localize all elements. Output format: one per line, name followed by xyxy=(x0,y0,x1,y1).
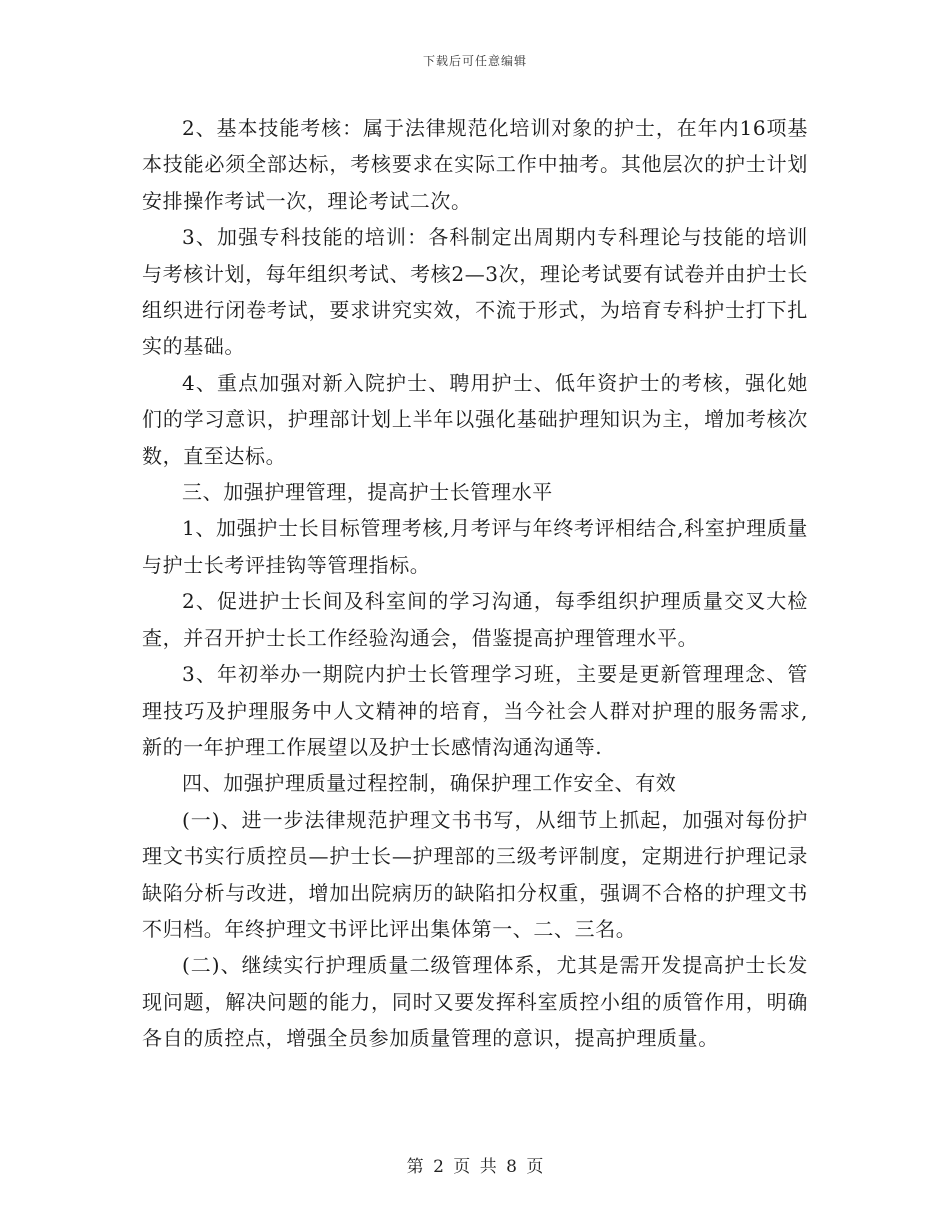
document-body xyxy=(142,110,808,1057)
paragraph-quality-management-system: (二)、继续实行护理质量二级管理体系，尤其是需开发提高护士长发现问题，解决问题的能力，同时又要发挥科室质控小组的质管作用，明确各自的质控点，增强全员参加质量管理的意识，提高护理质量。 xyxy=(142,953,808,1051)
paragraph-head-nurse-target-management: 1、加强护士长目标管理考核,月考评与年终考评相结合,科室护理质量与护士长考评挂钩等管理指标。 xyxy=(142,516,808,577)
paragraph-basic-skill-assessment: 2、基本技能考核：属于法律规范化培训对象的护士，在年内16项基本技能必须全部达标，考核要求在实际工作中抽考。其他层次的护士计划安排操作考试一次，理论考试二次。 xyxy=(142,116,808,213)
section-heading-nursing-management: 三、加强护理管理，提高护士长管理水平 xyxy=(182,480,553,505)
section-heading-quality-control: 四、加强护理质量过程控制，确保护理工作安全、有效 xyxy=(182,771,677,796)
paragraph-specialty-skill-training: 3、加强专科技能的培训：各科制定出周期内专科理论与技能的培训与考核计划，每年组织考试、考核2—3次，理论考试要有试卷并由护士长组织进行闭卷考试，要求讲究实效，不流于形式，为培育专科护士打下扎实的基础。 xyxy=(142,225,808,359)
page-header-note: 下载后可任意编辑 xyxy=(422,54,527,68)
paragraph-head-nurse-communication: 2、促进护士长间及科室间的学习沟通，每季组织护理质量交叉大检查，并召开护士长工作经验沟通会，借鉴提高护理管理水平。 xyxy=(142,589,808,650)
paragraph-new-nurse-assessment: 4、重点加强对新入院护士、聘用护士、低年资护士的考核，强化她们的学习意识，护理部计划上半年以强化基础护理知识为主，增加考核次数，直至达标。 xyxy=(142,370,808,468)
page-number-indicator: 第 2 页 共 8 页 xyxy=(406,1157,544,1177)
paragraph-management-training-class: 3、年初举办一期院内护士长管理学习班，主要是更新管理理念、管理技巧及护理服务中人文精神的培育，当今社会人群对护理的服务需求,新的一年护理工作展望以及护士长感情沟通沟通等. xyxy=(142,662,808,759)
paragraph-nursing-documents: (一)、进一步法律规范护理文书书写，从细节上抓起，加强对每份护理文书实行质控员—护士长—护理部的三级考评制度，定期进行护理记录缺陷分析与改进，增加出院病历的缺陷扣分权重，强调不合格的护理文书不归档。年终护理文书评比评出集体第一、二、三名。 xyxy=(142,807,808,941)
